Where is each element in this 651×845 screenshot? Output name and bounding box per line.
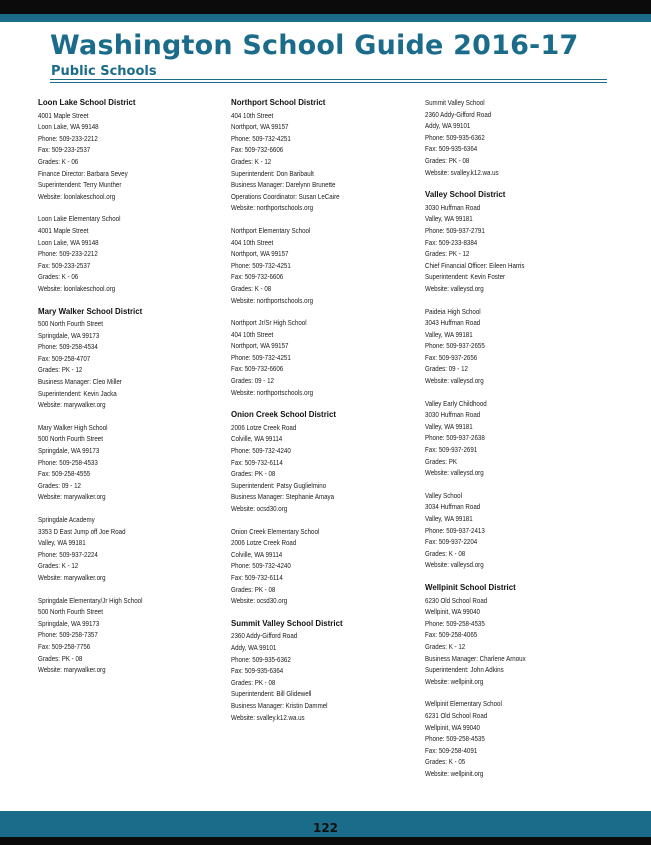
district-name: Northport School District xyxy=(231,97,326,107)
entry-line: Chief Financial Officer: Eileen Harris xyxy=(425,260,525,270)
entry-line: 500 North Fourth Street xyxy=(38,434,103,444)
entry-line: 3353 D East Jump off Joe Road xyxy=(38,526,126,536)
entry-line: Loon Lake Elementary School xyxy=(38,214,121,224)
entry-line: Fax: 509-233-8384 xyxy=(425,237,478,247)
entry-line: Grades: K - 06 xyxy=(38,272,79,282)
entry-line: Phone: 509-732-4251 xyxy=(231,133,291,143)
entry-line: Superintendent: Kevin Jacka xyxy=(38,388,117,398)
entry-line: Phone: 509-937-2638 xyxy=(425,433,485,443)
entry-line: Phone: 509-935-6362 xyxy=(425,132,485,142)
entry-line: Business Manager: Cleo Miller xyxy=(38,377,122,387)
entry-line: Northport, WA 99157 xyxy=(231,249,289,259)
entry-line: Phone: 509-937-2655 xyxy=(425,341,485,351)
entry-line: Website: northportschools.org xyxy=(231,203,314,213)
entry-line: Colville, WA 99114 xyxy=(231,434,283,444)
district-name: Mary Walker School District xyxy=(38,305,143,316)
entry-line: Fax: 509-258-7756 xyxy=(38,641,91,651)
entry-line: Website: wellpinit.org xyxy=(425,676,484,686)
entry-line: Phone: 509-937-2791 xyxy=(425,225,485,235)
entry-line: Grades: PK xyxy=(425,456,457,466)
entry-line: Fax: 509-233-2537 xyxy=(38,145,91,155)
entry-line: Valley, WA 99181 xyxy=(425,514,473,523)
school-entry xyxy=(425,398,610,479)
entry-line: Valley Early Childhood xyxy=(425,398,487,408)
entry-line: Summit Valley School xyxy=(425,98,485,107)
entry-line: 6231 Old School Road xyxy=(425,710,488,720)
entry-line: Grades: K - 12 xyxy=(231,156,272,166)
entry-line: 2360 Addy-Gifford Road xyxy=(231,631,298,641)
entry-line: Valley, WA 99181 xyxy=(425,421,473,431)
entry-line: Website: wellpinit.org xyxy=(425,768,484,778)
entry-line: Phone: 509-937-2224 xyxy=(38,549,98,559)
entry-line: Business Manager: Darelynn Brunette xyxy=(231,180,336,190)
entry-line: Fax: 509-258-4091 xyxy=(425,745,478,755)
entry-line: Loon Lake, WA 99148 xyxy=(38,237,99,247)
entry-line: Fax: 509-258-4065 xyxy=(425,630,478,640)
entry-line: Website: loonlakeschool.org xyxy=(38,191,116,201)
entry-line: Superintendent: Bill Glidewell xyxy=(231,689,312,699)
entry-line: 6230 Old School Road xyxy=(425,595,488,605)
entry-line: Phone: 509-732-4251 xyxy=(231,352,291,362)
school-entry xyxy=(38,514,223,584)
district-entry xyxy=(38,97,223,202)
entry-line: Springdale, WA 99173 xyxy=(38,446,100,456)
entry-line: Grades: K - 08 xyxy=(231,283,272,293)
district-entry xyxy=(425,582,610,687)
entry-line: Website: svalley.k12.wa.us xyxy=(231,712,305,722)
district-name: Onion Creek School District xyxy=(231,409,337,420)
district-entry xyxy=(231,409,416,514)
entry-line: Phone: 509-732-4240 xyxy=(231,561,291,571)
entry-line: Fax: 509-258-4555 xyxy=(38,469,91,479)
entry-line: Northport, WA 99157 xyxy=(231,122,289,132)
entry-line: Phone: 509-233-2212 xyxy=(38,133,98,143)
entry-line: Fax: 509-258-4707 xyxy=(38,353,91,363)
entry-line: Superintendent: Don Baribault xyxy=(231,168,314,178)
school-entry xyxy=(231,526,416,607)
entry-line: Grades: 09 - 12 xyxy=(425,364,468,374)
page-subtitle: Public Schools xyxy=(51,64,157,79)
entry-line: Addy, WA 99101 xyxy=(425,121,471,131)
entry-line: Fax: 509-732-6114 xyxy=(231,572,283,582)
entry-line: Superintendent: John Adkins xyxy=(425,665,504,675)
entry-line: Phone: 509-732-4240 xyxy=(231,446,291,456)
entry-line: Valley, WA 99181 xyxy=(425,214,473,224)
entry-line: Website: ocsd30.org xyxy=(231,504,288,513)
top-teal-band xyxy=(0,14,651,22)
header-rule-bottom xyxy=(50,82,607,83)
entry-line: Fax: 509-732-6114 xyxy=(231,457,283,467)
entry-line: Business Manager: Charlene Arnoux xyxy=(425,653,526,663)
entry-line: Phone: 509-258-4533 xyxy=(38,457,98,467)
entry-line: Wellpinit Elementary School xyxy=(425,699,502,709)
entry-line: Operations Coordinator: Susan LeCaire xyxy=(231,191,340,201)
entry-line: Website: valleysd.org xyxy=(425,468,484,478)
entry-line: Grades: PK - 08 xyxy=(231,677,276,687)
entry-line: 500 North Fourth Street xyxy=(38,319,103,329)
entry-line: Addy, WA 99101 xyxy=(231,642,277,652)
school-entry xyxy=(425,698,610,779)
entry-line: Fax: 509-937-2656 xyxy=(425,352,478,362)
district-name: Valley School District xyxy=(425,189,506,200)
entry-line: 3043 Huffman Road xyxy=(425,318,481,328)
district-entry xyxy=(231,97,416,214)
entry-line: Superintendent: Kevin Foster xyxy=(425,272,506,282)
entry-line: 404 10th Street xyxy=(231,329,274,339)
entry-line: Grades: 09 - 12 xyxy=(231,376,274,386)
entry-line: 3034 Huffman Road xyxy=(425,502,481,512)
footer-black-band xyxy=(0,837,651,845)
entry-line: Springdale Academy xyxy=(38,515,95,524)
school-entry xyxy=(425,306,610,387)
entry-line: Valley, WA 99181 xyxy=(38,538,86,548)
entry-line: Grades: K - 06 xyxy=(38,156,79,166)
school-entry xyxy=(425,97,610,178)
directory-column-3 xyxy=(425,97,610,790)
district-entry xyxy=(231,618,416,723)
entry-line: Website: marywalker.org xyxy=(38,492,106,502)
entry-line: Northport, WA 99157 xyxy=(231,341,289,351)
entry-line: Fax: 509-732-6606 xyxy=(231,145,284,155)
entry-line: Valley School xyxy=(425,490,462,500)
entry-line: 404 10th Street xyxy=(231,237,274,247)
entry-line: Website: marywalker.org xyxy=(38,665,106,675)
entry-line: Mary Walker High School xyxy=(38,422,108,432)
entry-line: Wellpinit, WA 99040 xyxy=(425,722,480,732)
entry-line: Wellpinit, WA 99040 xyxy=(425,607,480,617)
entry-line: Fax: 509-937-2204 xyxy=(425,537,478,547)
entry-line: Website: ocsd30.org xyxy=(231,596,288,606)
entry-line: Grades: PK - 12 xyxy=(38,365,83,375)
entry-line: 4001 Maple Street xyxy=(38,225,89,235)
entry-line: Fax: 509-935-6364 xyxy=(425,144,478,154)
school-entry xyxy=(38,213,223,294)
entry-line: Website: valleysd.org xyxy=(425,283,484,293)
entry-line: Grades: K - 08 xyxy=(425,548,466,558)
entry-line: 500 North Fourth Street xyxy=(38,607,103,617)
entry-line: Phone: 509-937-2413 xyxy=(425,525,485,535)
entry-line: Fax: 509-233-2537 xyxy=(38,260,91,270)
entry-line: Grades: K - 05 xyxy=(425,757,466,767)
entry-line: Website: valleysd.org xyxy=(425,376,484,386)
entry-line: Fax: 509-935-6364 xyxy=(231,666,284,676)
entry-line: Springdale, WA 99173 xyxy=(38,618,100,628)
entry-line: Phone: 509-258-4534 xyxy=(38,342,98,352)
entry-line: Website: northportschools.org xyxy=(231,387,314,397)
entry-line: Phone: 509-258-7357 xyxy=(38,630,98,640)
entry-line: Website: northportschools.org xyxy=(231,295,314,305)
entry-line: Website: loonlakeschool.org xyxy=(38,283,116,293)
entry-line: Website: svalley.k12.wa.us xyxy=(425,167,499,177)
district-name: Wellpinit School District xyxy=(425,581,516,592)
entry-line: Business Manager: Kristin Dammel xyxy=(231,700,328,710)
district-name: Loon Lake School District xyxy=(38,97,136,107)
entry-line: Grades: 09 - 12 xyxy=(38,480,81,490)
school-entry xyxy=(425,490,610,571)
entry-line: Northport Elementary School xyxy=(231,225,311,235)
school-entry xyxy=(231,317,416,398)
entry-line: Grades: PK - 08 xyxy=(425,155,470,165)
entry-line: Phone: 509-258-4535 xyxy=(425,734,485,744)
district-name: Summit Valley School District xyxy=(231,617,343,628)
top-black-band xyxy=(0,0,651,14)
school-entry xyxy=(38,422,223,503)
entry-line: Grades: K - 12 xyxy=(425,641,466,651)
entry-line: Colville, WA 99114 xyxy=(231,549,283,559)
entry-line: Fax: 509-732-6606 xyxy=(231,272,284,282)
entry-line: Valley, WA 99181 xyxy=(425,329,473,339)
entry-line: Phone: 509-233-2212 xyxy=(38,249,98,259)
entry-line: 3030 Huffman Road xyxy=(425,410,481,420)
entry-line: 404 10th Street xyxy=(231,110,274,120)
page-title: Washington School Guide 2016-17 xyxy=(50,30,579,61)
entry-line: 3030 Huffman Road xyxy=(425,202,481,212)
school-entry xyxy=(231,225,416,306)
directory-column-2 xyxy=(231,97,416,734)
header-rule-top xyxy=(50,79,607,80)
district-entry xyxy=(425,189,610,294)
entry-line: Springdale, WA 99173 xyxy=(38,330,100,340)
entry-line: Phone: 509-258-4535 xyxy=(425,618,485,628)
entry-line: Grades: PK - 12 xyxy=(425,249,470,259)
directory-column-1 xyxy=(38,97,223,687)
entry-line: Grades: K - 12 xyxy=(38,561,79,571)
entry-line: Paideia High School xyxy=(425,306,481,316)
page-number: 122 xyxy=(312,821,339,835)
entry-line: Website: marywalker.org xyxy=(38,572,106,582)
entry-line: Website: marywalker.org xyxy=(38,400,106,410)
entry-line: 4001 Maple Street xyxy=(38,110,89,120)
entry-line: 2006 Lotze Creek Road xyxy=(231,422,297,432)
school-entry xyxy=(38,595,223,676)
entry-line: Grades: PK - 08 xyxy=(231,584,276,594)
entry-line: Springdale Elementary/Jr High School xyxy=(38,595,143,605)
entry-line: Loon Lake, WA 99148 xyxy=(38,122,99,132)
entry-line: Phone: 509-935-6362 xyxy=(231,654,291,664)
entry-line: Finance Director: Barbara Sevey xyxy=(38,168,128,178)
entry-line: Phone: 509-732-4251 xyxy=(231,260,291,270)
entry-line: Superintendent: Patsy Guglielmino xyxy=(231,480,327,490)
district-entry xyxy=(38,306,223,411)
entry-line: Fax: 509-732-6606 xyxy=(231,364,284,374)
entry-line: Grades: PK - 08 xyxy=(38,653,83,663)
entry-line: Grades: PK - 08 xyxy=(231,469,276,479)
entry-line: Onion Creek Elementary School xyxy=(231,526,320,536)
entry-line: Superintendent: Terry Munther xyxy=(38,180,122,190)
entry-line: Fax: 509-937-2691 xyxy=(425,445,478,455)
entry-line: Northport Jr/Sr High School xyxy=(231,318,307,328)
entry-line: 2006 Lotze Creek Road xyxy=(231,538,297,548)
entry-line: Business Manager: Stephanie Amaya xyxy=(231,492,335,502)
entry-line: Website: valleysd.org xyxy=(425,560,484,570)
entry-line: 2360 Addy-Gifford Road xyxy=(425,109,492,119)
